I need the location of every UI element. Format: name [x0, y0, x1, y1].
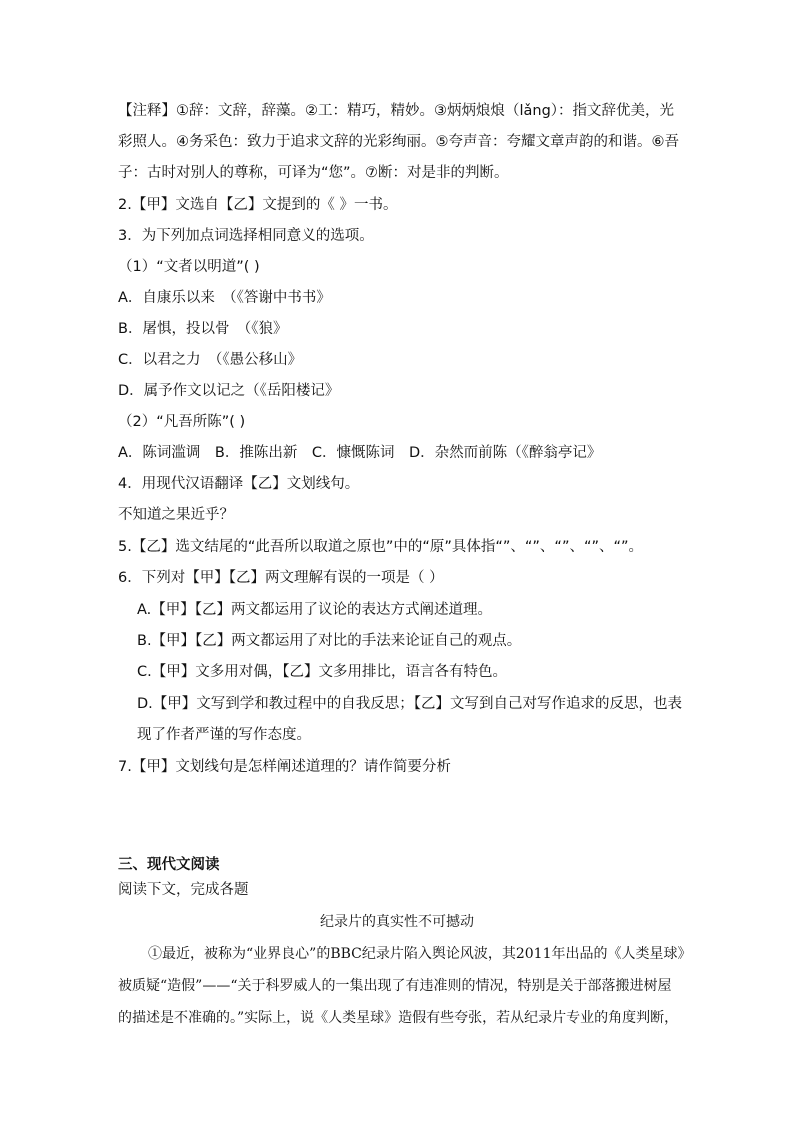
question-6-option-c: C.【甲】文多用对偶，【乙】文多用排比，语言各有特色。 — [137, 664, 507, 680]
notes-line-1: 【注释】①辞：文辞，辞藻。②工：精巧，精妙。③炳炳烺烺（lǎng）：指文辞优美，光 — [118, 103, 675, 119]
question-3-option-b: B．屠惧，投以骨 （《狼》 — [118, 321, 288, 337]
article-paragraph-line-1: ①最近，被称为“业界良心”的BBC纪录片陷入舆论风波，其2011年出品的《人类星球》 — [148, 946, 692, 962]
article-paragraph-line-3: 的描述是不准确的。”实际上，说《人类星球》造假有些夸张，若从纪录片专业的角度判断， — [118, 1010, 679, 1026]
question-4-stem: 4．用现代汉语翻译【乙】文划线句。 — [118, 476, 360, 492]
question-3-part-2-options: A．陈词滥调 B．推陈出新 C．慷慨陈词 D．杂然而前陈（《醉翁亭记》 — [118, 445, 602, 461]
article-paragraph-line-2: 被质疑“造假”——“关于科罗威人的一集出现了有违准则的情况，特别是关于部落搬进树屋 — [118, 978, 672, 994]
question-6-option-a: A.【甲】【乙】两文都运用了议论的表达方式阐述道理。 — [137, 602, 493, 618]
question-6-option-d-line-2: 现了作者严谨的写作态度。 — [137, 727, 311, 743]
question-3-stem: 3．为下列加点词选择相同意义的选项。 — [118, 228, 374, 244]
question-3-part-1: （1）“文者以明道”( ) — [118, 259, 260, 275]
section-instruction: 阅读下文，完成各题 — [118, 882, 249, 898]
question-3-option-c: C．以君之力 （《愚公移山》 — [118, 352, 303, 368]
question-3-option-d: D．属予作文以记之（《岳阳楼记》 — [118, 383, 340, 399]
question-6-stem: 6．下列对【甲】【乙】两文理解有误的一项是（ ） — [118, 570, 444, 586]
question-6-option-b: B.【甲】【乙】两文都运用了对比的手法来论证自己的观点。 — [137, 633, 522, 649]
question-3-option-a: A．自康乐以来 （《答谢中书书》 — [118, 290, 331, 306]
section-heading: 三、现代文阅读 — [118, 857, 220, 873]
article-title: 纪录片的真实性不可撼动 — [320, 914, 474, 930]
question-3-part-2: （2）“凡吾所陈”( ) — [118, 414, 246, 430]
question-2: 2.【甲】文选自【乙】文提到的《 》一书。 — [118, 197, 398, 213]
question-5: 5.【乙】选文结尾的“此吾所以取道之原也”中的“原”具体指“”、“”、“”、“”、“”。 — [118, 539, 643, 555]
question-6-option-d-line-1: D.【甲】文写到学和教过程中的自我反思；【乙】文写到自己对写作追求的反思，也表 — [137, 696, 683, 712]
question-7: 7.【甲】文划线句是怎样阐述道理的？请作简要分析 — [118, 759, 451, 775]
question-4-sentence: 不知道之果近乎？ — [118, 507, 234, 523]
notes-line-2: 彩照人。④务采色：致力于追求文辞的光彩绚丽。⑤夸声音：夸耀文章声韵的和谐。⑥吾 — [118, 134, 679, 150]
notes-line-3: 子：古时对别人的尊称，可译为“您”。⑦断：对是非的判断。 — [118, 165, 509, 181]
